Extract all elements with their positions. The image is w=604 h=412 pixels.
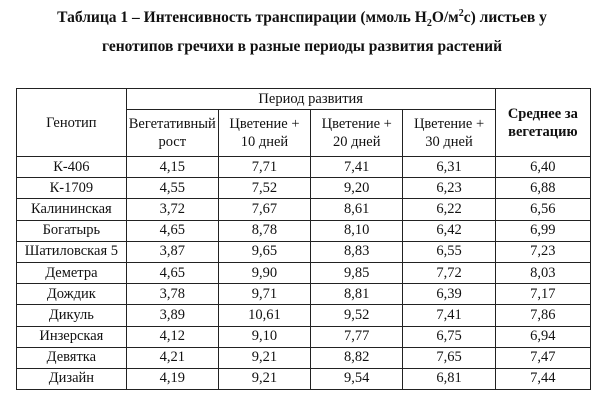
value-cell: 9,85 (311, 262, 403, 283)
average-cell: 6,40 (495, 157, 590, 178)
genotype-cell: Деметра (17, 262, 127, 283)
average-cell: 6,56 (495, 199, 590, 220)
header-row-1 (17, 89, 591, 110)
value-cell: 7,41 (403, 305, 495, 326)
value-cell: 7,72 (403, 262, 495, 283)
period-header-flower-30: Цветение + 30 дней (403, 110, 495, 157)
period-header-flower-10: Цветение + 10 дней (218, 110, 310, 157)
genotype-cell: Дизайн (17, 368, 127, 389)
genotype-cell: К-1709 (17, 178, 127, 199)
average-cell: 6,88 (495, 178, 590, 199)
value-cell: 6,23 (403, 178, 495, 199)
value-cell: 9,10 (218, 326, 310, 347)
average-header: Среднее за вегетацию (495, 89, 590, 157)
value-cell: 9,20 (311, 178, 403, 199)
genotype-cell: Инзерская (17, 326, 127, 347)
genotype-cell: Девятка (17, 347, 127, 368)
average-cell: 8,03 (495, 262, 590, 283)
table-row (17, 284, 591, 305)
table-row (17, 178, 591, 199)
value-cell: 3,78 (126, 284, 218, 305)
table-row (17, 262, 591, 283)
value-cell: 9,21 (218, 347, 310, 368)
average-cell: 7,47 (495, 347, 590, 368)
caption-line-1 (0, 3, 604, 32)
value-cell: 4,19 (126, 368, 218, 389)
value-cell: 7,67 (218, 199, 310, 220)
caption-subscript: 2 (426, 18, 432, 30)
value-cell: 8,78 (218, 220, 310, 241)
value-cell: 6,22 (403, 199, 495, 220)
genotype-header: Генотип (17, 89, 127, 157)
value-cell: 7,71 (218, 157, 310, 178)
value-cell: 3,72 (126, 199, 218, 220)
caption-text-3: с) листьев у (463, 9, 547, 26)
value-cell: 6,31 (403, 157, 495, 178)
genotype-cell: Богатырь (17, 220, 127, 241)
average-cell: 7,17 (495, 284, 590, 305)
average-cell: 7,44 (495, 368, 590, 389)
value-cell: 4,21 (126, 347, 218, 368)
table-row (17, 241, 591, 262)
table-row (17, 368, 591, 389)
caption-text-2: O/м (431, 9, 459, 26)
value-cell: 8,82 (311, 347, 403, 368)
value-cell: 8,61 (311, 199, 403, 220)
table-caption (0, 3, 604, 61)
value-cell: 7,77 (311, 326, 403, 347)
average-cell: 6,99 (495, 220, 590, 241)
transpiration-table (16, 88, 591, 390)
value-cell: 7,65 (403, 347, 495, 368)
value-cell: 8,10 (311, 220, 403, 241)
table-row (17, 157, 591, 178)
value-cell: 7,41 (311, 157, 403, 178)
value-cell: 6,81 (403, 368, 495, 389)
value-cell: 9,52 (311, 305, 403, 326)
table-row (17, 347, 591, 368)
caption-line-2: генотипов гречихи в разные периоды развития растений (101, 38, 502, 55)
period-header: Период развития (126, 89, 495, 110)
period-header-vegetative: Вегетативный рост (126, 110, 218, 157)
value-cell: 9,90 (218, 262, 310, 283)
average-cell: 7,86 (495, 305, 590, 326)
genotype-cell: Дождик (17, 284, 127, 305)
caption-superscript: 2 (458, 7, 464, 19)
value-cell: 3,89 (126, 305, 218, 326)
table-row (17, 326, 591, 347)
value-cell: 4,65 (126, 262, 218, 283)
value-cell: 9,21 (218, 368, 310, 389)
table-row (17, 220, 591, 241)
value-cell: 8,81 (311, 284, 403, 305)
average-cell: 6,94 (495, 326, 590, 347)
value-cell: 9,71 (218, 284, 310, 305)
value-cell: 4,65 (126, 220, 218, 241)
genotype-cell: Калининская (17, 199, 127, 220)
value-cell: 6,39 (403, 284, 495, 305)
genotype-cell: Дикуль (17, 305, 127, 326)
value-cell: 9,65 (218, 241, 310, 262)
caption-text-1: Таблица 1 – Интенсивность транспирации (ммоль H (57, 9, 427, 26)
period-header-flower-20: Цветение + 20 дней (311, 110, 403, 157)
value-cell: 7,52 (218, 178, 310, 199)
value-cell: 6,75 (403, 326, 495, 347)
value-cell: 6,42 (403, 220, 495, 241)
value-cell: 3,87 (126, 241, 218, 262)
genotype-cell: Шатиловская 5 (17, 241, 127, 262)
value-cell: 4,55 (126, 178, 218, 199)
average-cell: 7,23 (495, 241, 590, 262)
value-cell: 6,55 (403, 241, 495, 262)
value-cell: 4,15 (126, 157, 218, 178)
table-row (17, 305, 591, 326)
table-row (17, 199, 591, 220)
value-cell: 8,83 (311, 241, 403, 262)
value-cell: 9,54 (311, 368, 403, 389)
value-cell: 4,12 (126, 326, 218, 347)
genotype-cell: К-406 (17, 157, 127, 178)
value-cell: 10,61 (218, 305, 310, 326)
